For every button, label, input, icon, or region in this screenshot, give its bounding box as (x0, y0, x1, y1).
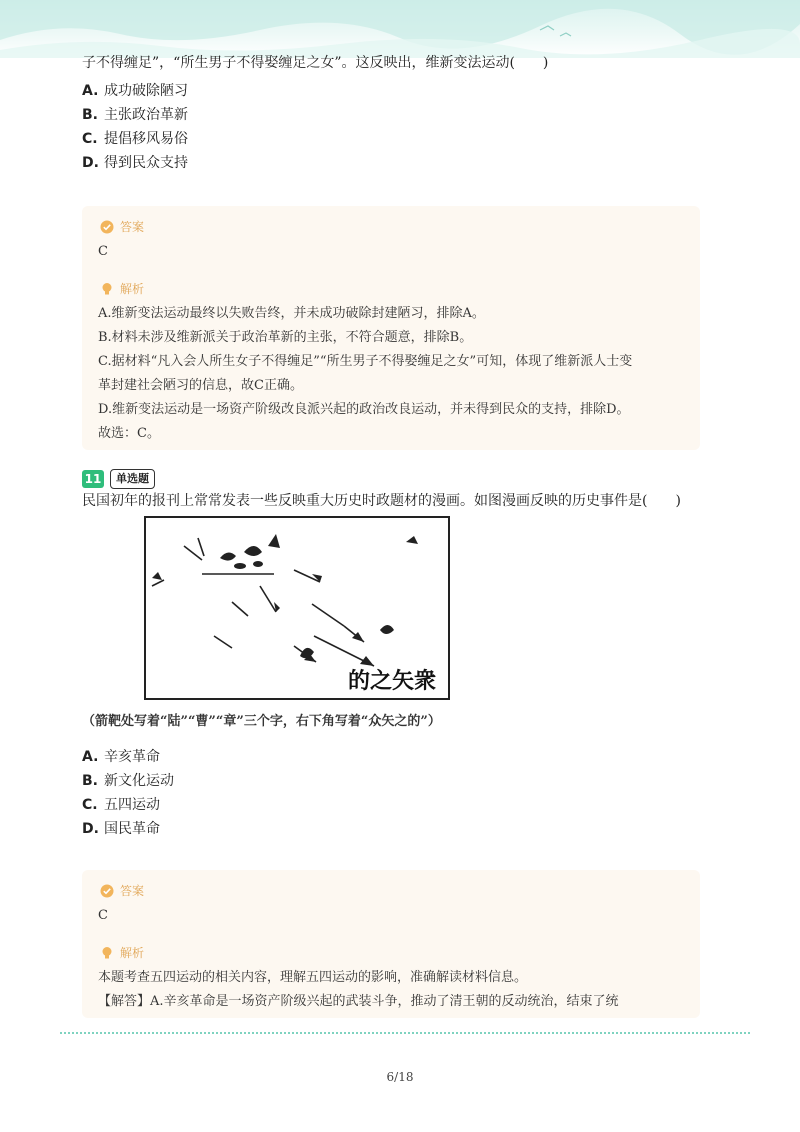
option-d[interactable]: D. 国民革命 (82, 821, 160, 837)
answer-value: C (98, 244, 108, 259)
question-number: 11 (82, 470, 104, 488)
analysis-line: 本题考查五四运动的相关内容，理解五四运动的影响，准确解读材料信息。 (98, 970, 528, 985)
top-banner (0, 0, 800, 58)
option-c[interactable]: C. 提倡移风易俗 (82, 131, 188, 147)
mountain-decoration-icon (0, 0, 800, 58)
analysis-header: 解析 (100, 280, 144, 297)
page-number: 6/18 (386, 1070, 414, 1084)
option-b[interactable]: B. 新文化运动 (82, 773, 174, 789)
question-stem: 子不得缠足”，“所生男子不得娶缠足之女”。这反映出，维新变法运动( ) (82, 55, 549, 71)
question-stem: 民国初年的报刊上常常发表一些反映重大历史时政题材的漫画。如图漫画反映的历史事件是( ) (82, 493, 681, 509)
option-a[interactable]: A. 成功破除陋习 (82, 83, 188, 99)
analysis-line: 革封建社会陋习的信息，故C正确。 (98, 378, 303, 393)
analysis-line: 故选：C。 (98, 426, 160, 441)
lightbulb-icon (100, 946, 114, 960)
cartoon-image (144, 516, 450, 700)
option-d[interactable]: D. 得到民众支持 (82, 155, 188, 171)
option-b[interactable]: B. 主张政治革新 (82, 107, 188, 123)
analysis-text (98, 302, 688, 446)
option-a[interactable]: A. 辛亥革命 (82, 749, 160, 765)
cartoon-arrows-icon (144, 516, 450, 700)
analysis-line: D.维新变法运动是一场资产阶级改良派兴起的政治改良运动，并未得到民众的支持，排除D。 (98, 402, 630, 417)
analysis-line: A.维新变法运动最终以失败告终，并未成功破除封建陋习，排除A。 (98, 306, 485, 321)
analysis-line: C.据材料“凡入会人所生女子不得缠足”“所生男子不得娶缠足之女”可知，体现了维新派人士变 (98, 354, 633, 369)
image-caption: （箭靶处写着“陆”“曹”“章”三个字，右下角写着“众矢之的”） (82, 714, 441, 729)
answer-box (82, 206, 700, 450)
analysis-header: 解析 (100, 944, 144, 961)
option-c[interactable]: C. 五四运动 (82, 797, 160, 813)
analysis-line: 【解答】A.辛亥革命是一场资产阶级兴起的武装斗争，推动了清王朝的反动统治，结束了统 (98, 994, 619, 1009)
cartoon-caption-text: 的之矢衆 (347, 669, 436, 694)
lightbulb-icon (100, 282, 114, 296)
analysis-text (98, 966, 688, 1014)
analysis-line: B.材料未涉及维新派关于政治革新的主张，不符合题意，排除B。 (98, 330, 473, 345)
answer-box (82, 870, 700, 1018)
page-divider (60, 1032, 750, 1034)
answer-header: 答案 (100, 218, 144, 235)
answer-value: C (98, 908, 108, 923)
check-circle-icon (100, 220, 114, 234)
answer-header: 答案 (100, 882, 144, 899)
question-type-badge: 单选题 (110, 469, 155, 489)
check-circle-icon (100, 884, 114, 898)
